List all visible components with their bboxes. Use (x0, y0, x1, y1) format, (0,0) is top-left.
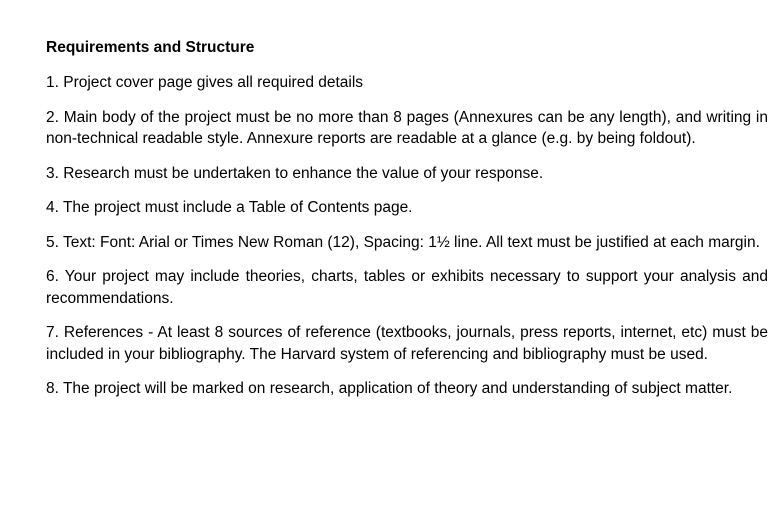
requirement-item-2: 2. Main body of the project must be no more than 8 pages (Annexures can be any length), and writing in non-technical readable style. Annexure reports are readable at a glance (e.g. by being foldout). (46, 108, 768, 147)
section-heading: Requirements and Structure (46, 39, 255, 56)
document-page (46, 37, 768, 413)
requirement-item-1: 1. Project cover page gives all required details (46, 74, 364, 91)
requirement-item-7: 7. References - At least 8 sources of reference (textbooks, journals, press reports, internet, etc) must be included in your bibliography. The Harvard system of referencing and bibliography must be used. (46, 324, 768, 363)
requirement-item-3: 3. Research must be undertaken to enhance the value of your response. (46, 164, 544, 182)
requirement-item-6: 6. Your project may include theories, charts, tables or exhibits necessary to support your analysis and recommendations. (46, 268, 768, 307)
requirement-item-4: 4. The project must include a Table of Contents page. (46, 199, 413, 216)
requirement-item-5: 5. Text: Font: Arial or Times New Roman (12), Spacing: 1½ line. All text must be justified at each margin. (46, 233, 760, 251)
requirement-item-8: 8. The project will be marked on research, application of theory and understanding of subject matter. (46, 380, 733, 397)
